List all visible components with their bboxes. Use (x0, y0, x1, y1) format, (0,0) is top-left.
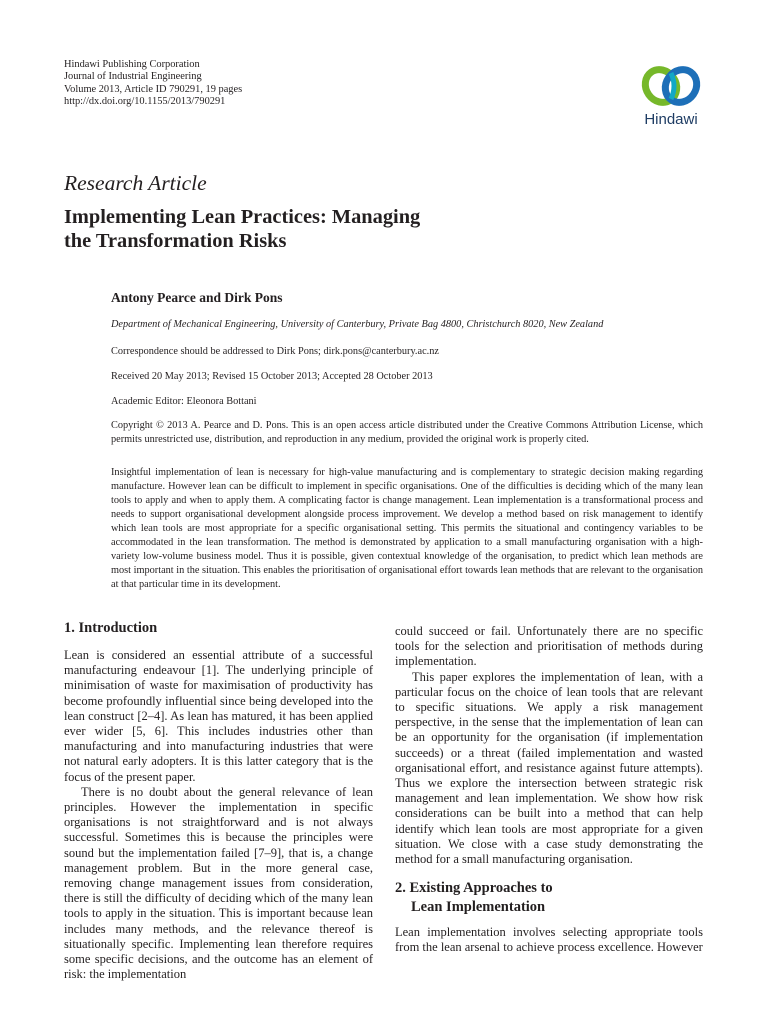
title-line-1: Implementing Lean Practices: Managing (64, 206, 421, 228)
body-paragraph: Lean implementation involves selecting appropriate tools from the lean arsenal to achieve process excellence. However (395, 925, 703, 955)
hindawi-logo-icon (636, 63, 706, 109)
section-heading-line-1: 2. Existing Approaches to (395, 880, 553, 896)
publication-dates: Received 20 May 2013; Revised 15 October 2013; Accepted 28 October 2013 (111, 371, 433, 382)
body-paragraph: This paper explores the implementation of lean, with a particular focus on the choice of lean tools that are relevant to specific situations. We apply a risk management perspective, in the sense that the implementation of lean can be an opportunity for the organisation (if implementation succeeds) or a threat (failed implementation and wasted organisational effort, and resistance against future attempts). Thus we explore the intersection between strategic risk management and lean implementation. We show how risk considerations can be built into a method that can help identify which lean tools are most appropriate for a given situation. We close with a case study demonstrating the method for a small manufacturing organisation. (395, 669, 703, 867)
body-paragraph: Lean is considered an essential attribute of a successful manufacturing endeavour [1]. The underlying principle of minimisation of waste for maximisation of productivity has become profoundly influential since being developed into the lean construct [2–4]. As lean has matured, it has been applied ever wider [5, 6]. This includes industries other than manufacturing and into manufacturing industries that were not natural early adopters. It is this latter category that is the focus of the present paper. (64, 648, 373, 784)
body-paragraph: could succeed or fail. Unfortunately there are no specific tools for the selection and prioritisation of methods during implementation. (395, 624, 703, 669)
section-heading-existing-approaches (395, 879, 553, 917)
title-line-2: the Transformation Risks (64, 230, 287, 252)
affiliation: Department of Mechanical Engineering, University of Canterbury, Private Bag 4800, Christchurch 8020, New Zealand (111, 319, 604, 330)
right-column-section-2 (395, 925, 703, 955)
hindawi-logo-text: Hindawi (644, 111, 698, 128)
doi-link[interactable]: http://dx.doi.org/10.1155/2013/790291 (64, 95, 226, 107)
right-column (395, 624, 703, 867)
section-heading-line-2: Lean Implementation (411, 899, 546, 915)
paper-title (64, 205, 664, 253)
academic-editor: Academic Editor: Eleonora Bottani (111, 396, 257, 407)
abstract: Insightful implementation of lean is necessary for high-value manufacturing and is complementary to strategic decision making regarding manufacture. However lean can be difficult to implement in specific organisations. One of the difficulties is deciding which of the many lean tools to apply and when to apply them. A complicating factor is change management. Lean implementation is a transformational process and needs to support organisational development alongside process improvement. We develop a method based on risk management to identify which lean tools are most appropriate for a specific organisational setting. This permits the situational and contingency variables to be accommodated in the lean transformation. The method is demonstrated by application to a small manufacturing organisation with a high-variety low-volume business model. Thus it is possible, given contextual knowledge of the organisation, to predict which lean methods are most important in the situation. This enables the prioritisation of organisational effort towards lean methods that are relevant to the organisation at that particular time in its development. (111, 467, 703, 590)
article-type: Research Article (64, 171, 207, 195)
authors: Antony Pearce and Dirk Pons (111, 290, 283, 305)
section-heading-introduction: 1. Introduction (64, 620, 158, 636)
copyright-notice: Copyright © 2013 A. Pearce and D. Pons. This is an open access article distributed under the Creative Commons Attribution License, which permits unrestricted use, distribution, and reproduction in any medium, provided the original work is properly cited. (111, 420, 703, 445)
hindawi-logo (636, 63, 706, 128)
left-column (64, 648, 373, 982)
correspondence: Correspondence should be addressed to Dirk Pons; dirk.pons@canterbury.ac.nz (111, 346, 439, 357)
journal-name: Journal of Industrial Engineering (64, 71, 202, 83)
publication-info (64, 59, 242, 108)
body-paragraph: There is no doubt about the general relevance of lean principles. However the implementation in specific organisations is not straightforward and is not always successful. Sometimes this is because the principles were sound but the implementation failed [7–9], that is, a change management problem. But in the more general case, removing change management issues from consideration, there is still the difficulty of deciding which of the many lean tools to apply in the situation. This is important because lean includes many methods, and the relevance thereof is situationally specific. Implementing lean therefore requires some specific decisions, and the outcome has an element of risk: the implementation (64, 784, 373, 982)
publisher-name: Hindawi Publishing Corporation (64, 59, 200, 70)
volume-info: Volume 2013, Article ID 790291, 19 pages (64, 83, 243, 95)
